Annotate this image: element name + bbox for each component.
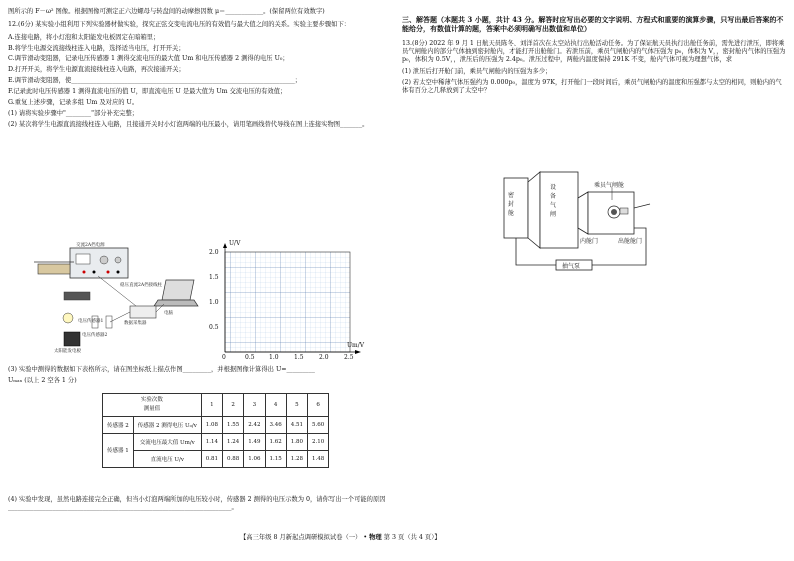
step-b: B.将学生电源交流接线柱连入电路，选择适当电压，打开开关； <box>8 44 185 52</box>
header-sub: 测量值 <box>143 405 161 412</box>
table-row <box>103 433 329 450</box>
y-tick: 1.0 <box>209 299 219 306</box>
page-footer <box>240 532 441 541</box>
y-tick: 1.5 <box>209 274 219 281</box>
grid-svg <box>205 242 365 362</box>
table-cell: 0.88 <box>223 450 244 467</box>
table-cell: 1.06 <box>244 450 265 467</box>
data-table <box>102 393 329 468</box>
question-3-block <box>8 366 386 388</box>
col-number: 4 <box>265 394 286 417</box>
step-d: D.打开开关，将学生电源直流接线柱连入电路，再次接通开关； <box>8 66 185 74</box>
footer-page: 第 3 页（共 4 页）】 <box>383 534 441 541</box>
table-cell: 1.48 <box>308 450 329 467</box>
table-cell: 1.80 <box>286 433 307 450</box>
x-axis-label: Um/V <box>347 342 365 349</box>
x-tick: 0 <box>222 354 226 361</box>
table-row <box>103 416 329 433</box>
ac-label: 交流2A挡电源 <box>76 243 105 248</box>
right-column <box>402 8 786 98</box>
equipment-airlock-label: 设备气闸 <box>550 184 557 218</box>
table-cell: 2.42 <box>244 416 265 433</box>
table-cell: 3.46 <box>265 416 286 433</box>
question-4: (4) 实验中发现，虽然电路连接完全正确，但当小灯泡两端所加的电压较小时，传感器 2 测得的电压示数为 0，请你写出一个可能的原因_______________________________________________________________________。 <box>8 496 386 511</box>
table-cell: 0.81 <box>201 450 222 467</box>
table-cell: 1.15 <box>265 450 286 467</box>
row-desc: 传感器 2 测得电压 U₀/v <box>133 416 201 433</box>
row-group-label: 传感器 2 <box>103 416 134 433</box>
table-row <box>103 450 329 467</box>
table-cell: 2.10 <box>308 433 329 450</box>
step-a: A.连接电路，将小灯泡和太阳能发电板固定在暗箱里； <box>8 33 160 41</box>
graph-paper <box>205 242 365 362</box>
table-cell: 1.62 <box>265 433 286 450</box>
row-group-label: 传感器 1 <box>103 433 134 467</box>
sensor1-label: 电压传感器1 <box>78 319 104 324</box>
computer-label: 电脑 <box>164 311 173 316</box>
formula-paragraph: 图所示的 F－ω² 图像。根据图像可测定正六边螺母与转盘间的动摩擦因数 μ＝____________。(保留两位有效数字) <box>8 8 325 15</box>
table-cell: 4.51 <box>286 416 307 433</box>
footer-subject: 物理 <box>369 534 382 541</box>
airlock-svg <box>500 168 660 288</box>
q12-title: 12.(6分) 某实验小组利用下列实验器材做实验，探究正弦交变电流电压的有效值与最大值之间的关系。实验主要步骤如下： <box>8 20 351 28</box>
table-cell: 1.14 <box>201 433 222 450</box>
question-3-note: Uₘₐₓ (以上 2 空各 1 分) <box>8 376 77 384</box>
footer-exam-title: 【高三年级 8 月新起点调研模拟试卷（一） <box>240 534 362 541</box>
col-number: 1 <box>201 394 222 417</box>
pump-label: 抽气泵 <box>562 263 581 270</box>
question-4-block <box>8 496 386 515</box>
q13-text: 13.(8分) 2022 年 9 月 1 日航天员陈冬、刘洋首次在太空站执行出舱活动任务。为了保证航天员执行出舱任务前，需先进行泄压，即将乘员气闸舱内的部分气体抽到密封舱内，才能打开出舱舱门。若泄压前，乘员气闸舱内的气体压强为 p₀，体积为 V，，密封舱内气体的压强为 p₀，体积为 0.5V，，泄压后的压强为 2.4p₀。泄压过程中，两舱内温度保持 291K 不变，舱内气体可视为理想气体，求 <box>402 39 786 63</box>
table-cell: 1.49 <box>244 433 265 450</box>
crew-airlock-label: 乘员气闸舱 <box>594 182 625 189</box>
left-column <box>8 8 386 131</box>
sensor2-label: 电压传感器2 <box>82 333 108 338</box>
exit-door-label: 出舱舱门 <box>618 238 643 245</box>
x-tick: 1.5 <box>294 354 304 361</box>
step-f: F.记录此时电压传感器 1 测得直流电压的值 U，即直流电压 U 是最大值为 Um 交流电压的有效值； <box>8 88 287 96</box>
q13-part1: (1) 泄压后打开舱门前，乘员气闸舱内的压强为多少； <box>402 68 552 76</box>
sealed-cabin-label: 密封舱 <box>508 192 515 217</box>
y-axis-label: U/V <box>229 240 241 247</box>
x-tick: 0.5 <box>245 354 255 361</box>
question-1: (1) 请将实验步骤中"________"部分补充完整； <box>8 109 139 117</box>
q13-part2: (2) 若太空中稀薄气体压强约为 0.000p₀，温度为 97K，打开舱门一段时间后，乘员气闸舱内的温度和压强都与太空的相同，则舱内的气体有百分之几释放到了太空中？ <box>402 79 782 95</box>
col-number: 5 <box>286 394 307 417</box>
step-e: E.调节滑动变阻器，使_______________________________________________________________________； <box>8 77 302 85</box>
section-heading: 三、解答题（本题共 3 小题，共计 43 分。解答时应写出必要的文字说明、方程式和重要的演算步骤，只写出最后答案的不能给分，有数值计算的题，答案中必须明确写出数值和单位） <box>402 15 784 34</box>
question-3: (3) 实验中测得的数据如下表格所示，请在图坐标纸上描点作图_________，并根据图像计算得出 U=_________ <box>8 366 315 373</box>
col-number: 3 <box>244 394 265 417</box>
table-cell: 1.24 <box>223 433 244 450</box>
panel-label: 太阳能发电板 <box>54 349 81 354</box>
inner-door-label: 内舱门 <box>580 238 599 245</box>
x-tick: 1.0 <box>269 354 279 361</box>
col-number: 6 <box>308 394 329 417</box>
y-tick: 0.5 <box>209 324 219 331</box>
x-tick: 2.5 <box>344 354 354 361</box>
table-cell: 1.28 <box>286 450 307 467</box>
experiment-apparatus <box>24 240 206 360</box>
table-cell: 1.08 <box>201 416 222 433</box>
header-label: 实验次数 <box>140 397 163 403</box>
x-tick: 2.0 <box>319 354 329 361</box>
table-header-row <box>103 394 329 417</box>
footer-dot: • <box>363 534 368 541</box>
table-cell: 5.60 <box>308 416 329 433</box>
col-number: 2 <box>223 394 244 417</box>
row-desc: 直流电压 U/v <box>133 450 201 467</box>
table-cell: 1.55 <box>223 416 244 433</box>
header-cell <box>103 394 202 417</box>
step-g: G.重复上述步骤，记录多组 Um 及对应的 U。 <box>8 98 139 106</box>
dc-terminal-label: 稳压直流2A挡接线柱 <box>120 283 163 288</box>
question-2: (2) 某次将学生电源直流接线柱连入电路，且接通开关时小灯泡两端的电压最小，请用笔画线替代导线在图上连接实物图_______。 <box>8 120 369 128</box>
apparatus-drawing <box>24 240 206 360</box>
row-desc: 交流电压最大值 Um/v <box>133 433 201 450</box>
step-c: C.调节滑动变阻器，记录电压传感器 1 测得交流电压的最大值 Um 和电压传感器 2 测得的电压 U₀； <box>8 55 289 63</box>
y-tick: 2.0 <box>209 249 219 256</box>
collector-label: 数据采集器 <box>124 321 147 326</box>
airlock-diagram <box>500 168 660 288</box>
